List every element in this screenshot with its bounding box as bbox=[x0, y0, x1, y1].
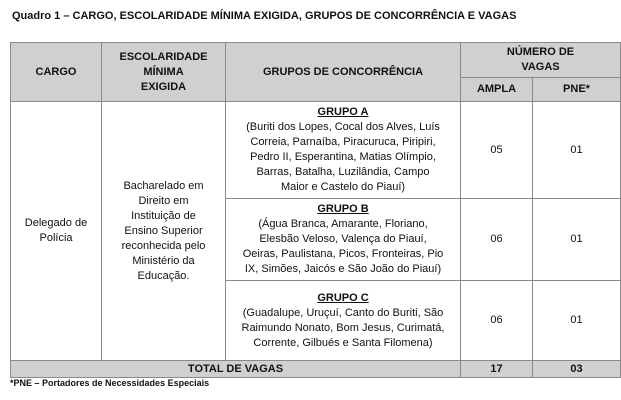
cargo-cell: Delegado de Polícia bbox=[11, 102, 102, 361]
group-a-ampla: 05 bbox=[461, 102, 533, 199]
group-b-ampla: 06 bbox=[461, 199, 533, 281]
group-a-name: GRUPO A bbox=[317, 106, 369, 118]
table-title: Quadro 1 – CARGO, ESCOLARIDADE MÍNIMA EXIGIDA, GRUPOS DE CONCORRÊNCIA E VAGAS bbox=[12, 10, 517, 22]
header-pne: PNE* bbox=[533, 78, 621, 102]
table-row bbox=[11, 102, 621, 199]
total-label: TOTAL DE VAGAS bbox=[11, 361, 461, 378]
vacancies-table bbox=[10, 42, 621, 378]
header-ampla: AMPLA bbox=[461, 78, 533, 102]
group-b-name: GRUPO B bbox=[317, 203, 369, 215]
total-row bbox=[11, 361, 621, 378]
header-escolaridade: ESCOLARIDADE MÍNIMA EXIGIDA bbox=[102, 43, 226, 102]
header-numero-vagas: NÚMERO DE VAGAS bbox=[461, 43, 621, 78]
group-a-pne: 01 bbox=[533, 102, 621, 199]
group-c-cell: GRUPO C (Guadalupe, Uruçuí, Canto do Buriti, São Raimundo Nonato, Bom Jesus, Curimatá, Corrente, Gilbués e Santa Filomena) bbox=[226, 281, 461, 361]
group-c-pne: 01 bbox=[533, 281, 621, 361]
total-pne: 03 bbox=[533, 361, 621, 378]
header-cargo: CARGO bbox=[11, 43, 102, 102]
header-grupos: GRUPOS DE CONCORRÊNCIA bbox=[226, 43, 461, 102]
escolaridade-cell: Bacharelado em Direito em Instituição de Ensino Superior reconhecida pelo Ministério da Educação. bbox=[102, 102, 226, 361]
footnote: *PNE – Portadores de Necessidades Especiais bbox=[10, 378, 210, 388]
group-b-pne: 01 bbox=[533, 199, 621, 281]
group-c-name: GRUPO C bbox=[317, 291, 369, 304]
group-b-cell: GRUPO B (Água Branca, Amarante, Floriano, Elesbão Veloso, Valença do Piauí, Oeiras, Paulistana, Picos, Fronteiras, Pio IX, Simões, Jaicós e São João do Piauí) bbox=[226, 199, 461, 281]
group-c-ampla: 06 bbox=[461, 281, 533, 361]
group-a-cell: GRUPO A (Buriti dos Lopes, Cocal dos Alves, Luís Correia, Parnaíba, Piracuruca, Piripiri, Pedro II, Esperantina, Matias Olímpio, Barras, Batalha, Luzilândia, Campo Maior e Castelo do Piauí) bbox=[226, 102, 461, 199]
total-ampla: 17 bbox=[461, 361, 533, 378]
